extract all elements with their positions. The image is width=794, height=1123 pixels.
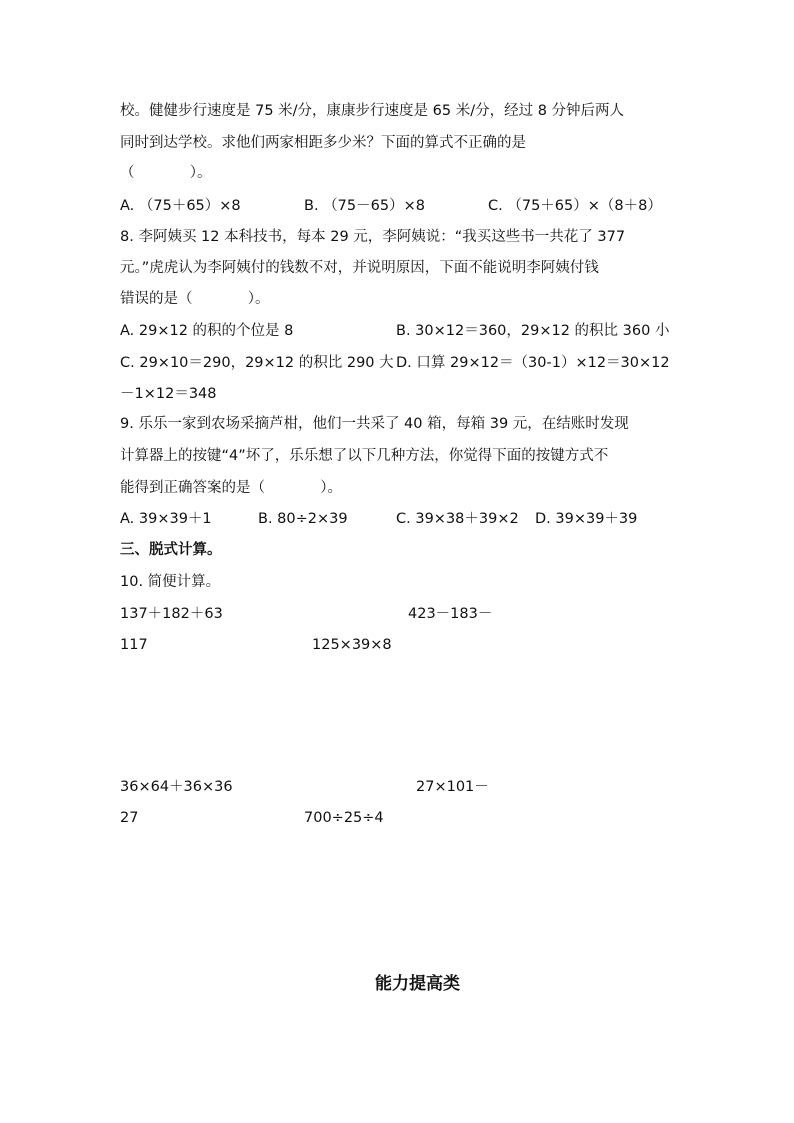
q9-option-a: A. 39×39＋1: [120, 511, 212, 527]
q8-option-c: C. 29×10＝290，29×12 的积比 290 大: [120, 355, 394, 371]
q9-line-2: 计算器上的按键“4”坏了，乐乐想了以下几种方法，你觉得下面的按键方式不: [120, 448, 609, 464]
q8-line-3: 错误的是（ ）。: [120, 291, 270, 307]
q9-option-c: C. 39×38＋39×2: [396, 511, 519, 527]
q8-option-d-continued: －1×12＝348: [120, 386, 217, 402]
q8-option-d: D. 口算 29×12＝（30-1）×12＝30×12: [396, 355, 670, 371]
q7-option-c: C. （75＋65）×（8＋8）: [488, 198, 662, 214]
q7-option-b: B. （75－65）×8: [304, 198, 425, 214]
q9-option-d: D. 39×39＋39: [535, 511, 638, 527]
q8-line-1: 8. 李阿姨买 12 本科技书，每本 29 元，李阿姨说：“我买这些书一共花了 377: [120, 229, 626, 245]
q10-expression-2-continued: 117: [120, 637, 148, 653]
q8-line-2: 元。”虎虎认为李阿姨付的钱数不对，并说明原因，下面不能说明李阿姨付钱: [120, 260, 599, 276]
q10-expression-5-continued: 27: [120, 810, 139, 826]
q7-line-2: 同时到达学校。求他们两家相距多少米？下面的算式不正确的是: [120, 135, 526, 151]
q10-expression-2: 423－183－: [408, 606, 493, 622]
q9-line-3: 能得到正确答案的是（ ）。: [120, 480, 343, 496]
q8-option-b: B. 30×12＝360，29×12 的积比 360 小: [396, 323, 670, 339]
q10-expression-5: 27×101－: [416, 779, 489, 795]
q8-option-a: A. 29×12 的积的个位是 8: [120, 323, 294, 339]
q7-option-a: A. （75＋65）×8: [120, 198, 241, 214]
q10-expression-3: 125×39×8: [312, 637, 392, 653]
q10-expression-4: 36×64＋36×36: [120, 779, 233, 795]
q9-option-b: B. 80÷2×39: [258, 511, 348, 527]
q10-expression-1: 137＋182＋63: [120, 606, 223, 622]
q7-line-1: 校。健健步行速度是 75 米/分，康康步行速度是 65 米/分，经过 8 分钟后两人: [120, 103, 625, 119]
q10-title: 10. 简便计算。: [120, 574, 221, 590]
q9-line-1: 9. 乐乐一家到农场采摘芦柑，他们一共采了 40 箱，每箱 39 元，在结账时发现: [120, 416, 629, 432]
section-heading: 三、脱式计算。: [120, 542, 222, 558]
q10-expression-6: 700÷25÷4: [304, 810, 384, 826]
q7-answer-blank: （ ）。: [120, 165, 212, 181]
section-title: 能力提高类: [375, 974, 460, 994]
